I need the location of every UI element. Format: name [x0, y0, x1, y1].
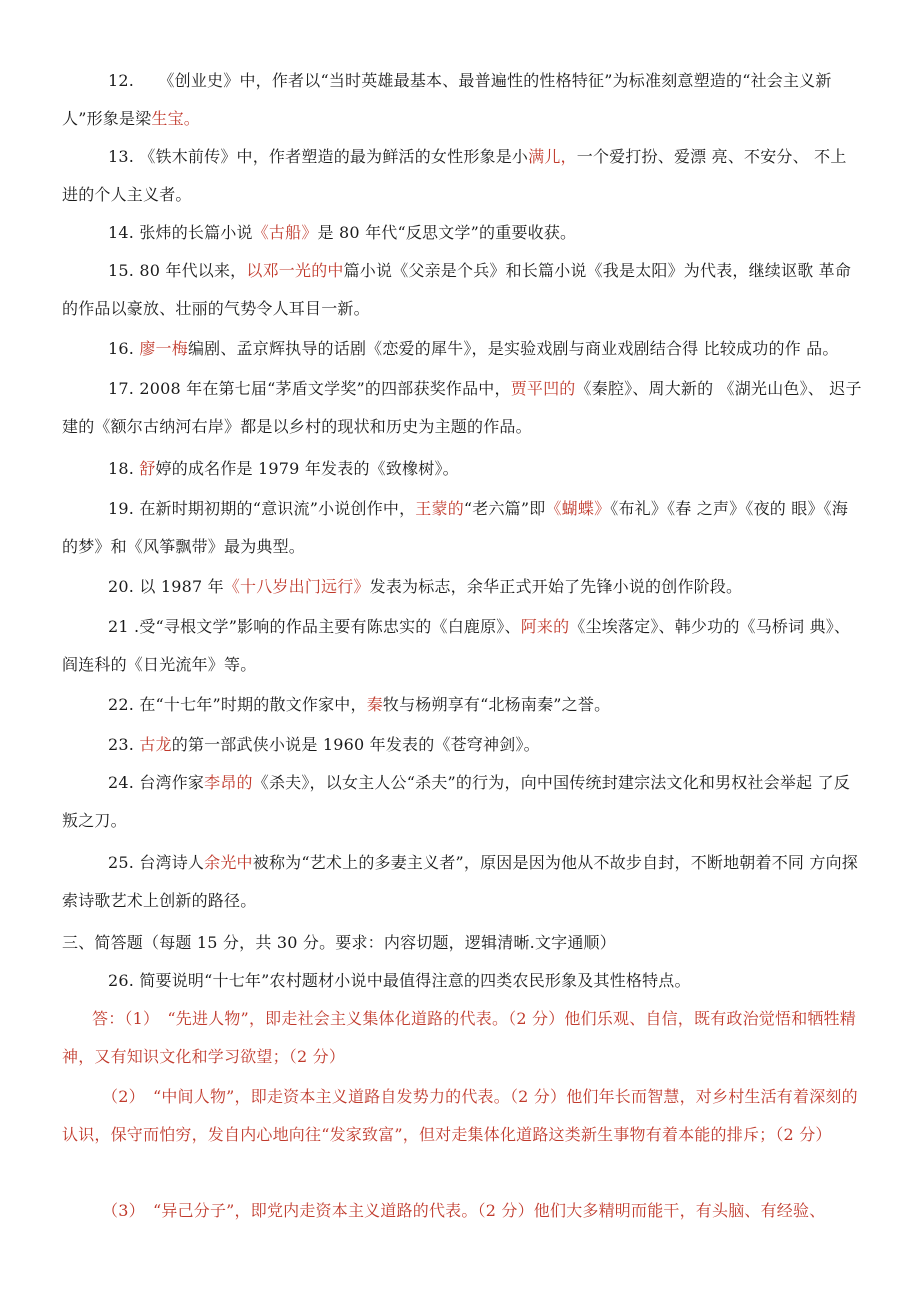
paragraph-text: [62, 62, 862, 138]
paragraph-text: [62, 138, 862, 214]
highlighted-answer-text: 满儿，: [528, 147, 577, 166]
highlighted-answer-text: 《古船》: [252, 223, 318, 242]
body-text: 26. 简要说明“十七年”农村题材小说中最值得注意的四类农民形象及其性格特点。: [108, 971, 691, 990]
question-13: [62, 138, 862, 214]
paragraph-text: [62, 214, 862, 252]
body-text: 13. 《铁木前传》中，作者塑造的最为鲜活的女性形象是小: [108, 147, 529, 166]
highlighted-answer-text: （3） “异己分子”，即党内走资本主义道路的代表。（2 分）他们大多精明而能干，有头脑、有经验、: [102, 1201, 826, 1220]
paragraph-text: [62, 1000, 862, 1076]
body-text: 发表为标志，余华正式开始了先锋小说的创作阶段。: [369, 577, 743, 596]
section-heading-short-answer: [62, 924, 862, 962]
highlighted-answer-text: 舒: [139, 459, 156, 478]
highlighted-answer-text: 李昂的: [204, 773, 253, 792]
paragraph-text: [62, 330, 862, 368]
body-text: 《布礼》《春 之声》《夜的 眼》《海的梦》和《风筝飘带》最为典型。: [62, 499, 849, 556]
question-14: [62, 214, 862, 252]
highlighted-answer-text: 生宝。: [151, 109, 200, 128]
paragraph-text: [62, 370, 862, 446]
body-text: 20. 以 1987 年: [108, 577, 224, 596]
body-text: 《秦腔》、周大新的 《湖光山色》、 迟子建的《额尔古纳河右岸》都是以乡村的现状和历史为主题的作品。: [62, 379, 862, 436]
body-text: 一个爱打扮、爱漂 亮、不安分、 不上进的个人主义者。: [62, 147, 847, 204]
body-text: 14. 张炜的长篇小说: [108, 223, 253, 242]
body-text: 《尘埃落定》、韩少功的《马桥词 典》、阎连科的《日光流年》等。: [62, 617, 851, 674]
body-text: 《杀夫》，以女主人公“杀夫”的行为，向中国传统封建宗法文化和男权社会举起 了反叛之刀。: [62, 773, 850, 830]
paragraph-text: [62, 844, 862, 920]
paragraph-text: [62, 1192, 862, 1230]
body-text: 22. 在“十七年”时期的散文作家中，: [108, 695, 367, 714]
question-26: [62, 962, 862, 1000]
highlighted-answer-text: （2） “中间人物”，即走资本主义道路自发势力的代表。（2 分）他们年长而智慧，对乡村生活有着深刻的认识，保守而怕穷，发自内心地向往“发家致富”，但对走集体化道路这类新生事物有着本能的排斥；（2 分）: [62, 1087, 858, 1144]
paragraph-text: [62, 924, 862, 962]
highlighted-answer-text: 古龙: [139, 735, 172, 754]
paragraph-text: [62, 450, 862, 488]
question-19: [62, 490, 862, 566]
paragraph-text: [62, 490, 862, 566]
highlighted-answer-text: 秦: [366, 695, 383, 714]
body-text: 21 .受“寻根文学”影响的作品主要有陈忠实的《白鹿原》、: [108, 617, 521, 636]
body-text: 的第一部武侠小说是 1960 年发表的《苍穹神剑》。: [171, 735, 540, 754]
body-text: 24. 台湾作家: [108, 773, 205, 792]
paragraph-text: [62, 686, 862, 724]
body-text: 是 80 年代“反思文学”的重要收获。: [317, 223, 577, 242]
body-text: 牧与杨朔享有“北杨南秦”之誉。: [382, 695, 611, 714]
paragraph-text: [62, 568, 862, 606]
question-24: [62, 764, 862, 840]
question-12: [62, 62, 862, 138]
answer-part-3: [62, 1192, 862, 1230]
paragraph-text: [62, 608, 862, 684]
question-20: [62, 568, 862, 606]
paragraph-text: [62, 726, 862, 764]
highlighted-answer-text: 王蒙的: [415, 499, 464, 518]
paragraph-text: [62, 252, 862, 328]
highlighted-answer-text: 廖一梅: [139, 339, 188, 358]
body-text: 编剧、孟京辉执导的话剧《恋爱的犀牛》，是实验戏剧与商业戏剧结合得 比较成功的作 品。: [187, 339, 839, 358]
highlighted-answer-text: 阿来的: [520, 617, 570, 636]
highlighted-answer-text: 以邓一光的中: [246, 261, 344, 280]
highlighted-answer-text: 贾平凹的: [510, 379, 576, 398]
answer-part-1: [62, 1000, 862, 1076]
paragraph-text: [62, 764, 862, 840]
paragraph-text: [62, 962, 862, 1000]
question-22: [62, 686, 862, 724]
body-text: 19. 在新时期初期的“意识流”小说创作中，: [108, 499, 416, 518]
body-text: 婷的成名作是 1979 年发表的《致橡树》。: [155, 459, 459, 478]
body-text: 25. 台湾诗人: [108, 853, 205, 872]
paragraph-text: [62, 1078, 862, 1154]
highlighted-answer-text: 《蝴蝶》: [545, 499, 611, 518]
question-18: [62, 450, 862, 488]
question-21: [62, 608, 862, 684]
highlighted-answer-text: 《十八岁出门远行》: [223, 577, 370, 596]
body-text: 篇小说《父亲是个兵》和长篇小说《我是太阳》为代表，继续讴歌 革命的作品以豪放、壮丽的气势令人耳目一新。: [62, 261, 852, 318]
body-text: 15. 80 年代以来，: [108, 261, 247, 280]
body-text: 16.: [108, 339, 140, 358]
highlighted-answer-text: 答：（1） “先进人物”，即走社会主义集体化道路的代表。（2 分）他们乐观、自信，既有政治觉悟和牺牲精神，又有知识文化和学习欲望；（2 分）: [62, 1009, 857, 1066]
body-text: 17. 2008 年在第七届“茅盾文学奖”的四部获奖作品中，: [108, 379, 511, 398]
body-text: 18.: [108, 459, 140, 478]
question-15: [62, 252, 862, 328]
body-text: 12. 《创业史》中，作者以“当时英雄最基本、最普遍性的性格特征”为标准刻意塑造的“社会主义新人”形象是梁: [62, 71, 832, 128]
body-text: “老六篇”即: [463, 499, 546, 518]
body-text: 被称为“艺术上的多妻主义者”，原因是因为他从不故步自封，不断地朝着不同 方向探索诗歌艺术上创新的路径。: [62, 853, 858, 910]
body-text: 23.: [108, 735, 140, 754]
question-25: [62, 844, 862, 920]
question-23: [62, 726, 862, 764]
body-text: 三、简答题（每题 15 分，共 30 分。要求：内容切题，逻辑清晰.文字通顺）: [62, 933, 616, 952]
answer-part-2: [62, 1078, 862, 1154]
question-17: [62, 370, 862, 446]
question-16: [62, 330, 862, 368]
highlighted-answer-text: 余光中: [204, 853, 253, 872]
